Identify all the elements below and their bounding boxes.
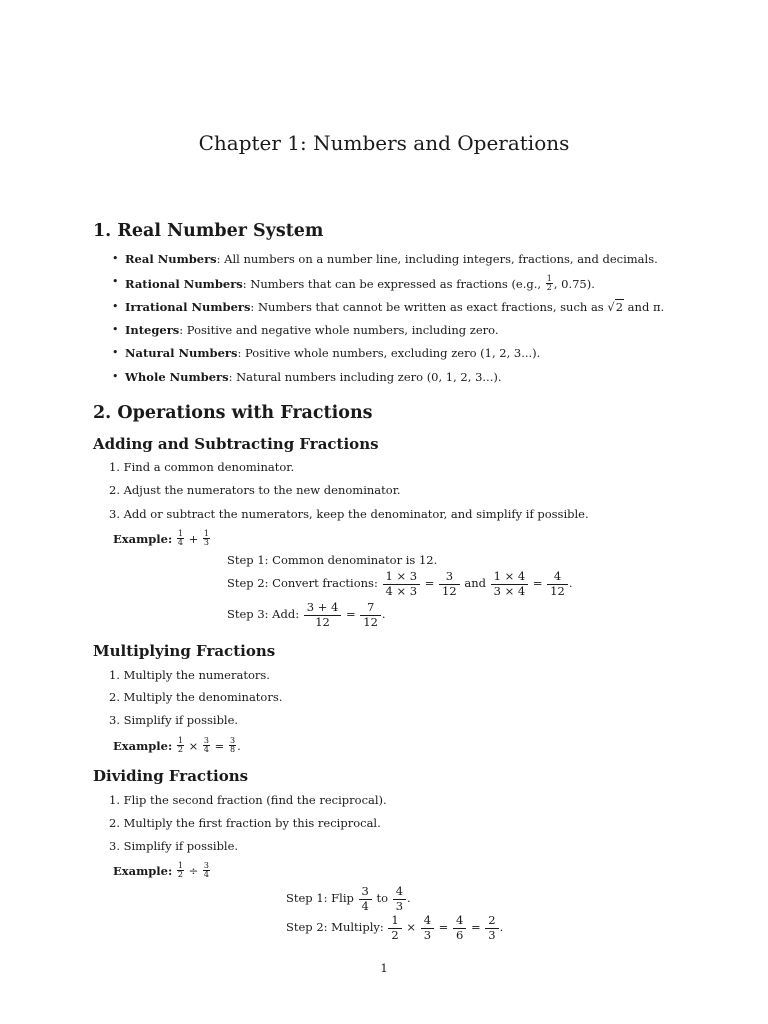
subsection-heading-multiplying: Multiplying Fractions xyxy=(93,642,276,660)
fraction: $\frac{4}{12}$ xyxy=(547,570,568,598)
fraction: $\frac{1}{4}$ xyxy=(177,529,183,547)
example-label: Example: xyxy=(113,739,173,753)
adding-step-2 xyxy=(227,570,572,598)
bullet-icon: • xyxy=(112,323,119,336)
equals: = xyxy=(470,920,481,934)
operator: × xyxy=(406,920,417,934)
step-label: Step 3: Add: xyxy=(227,607,300,621)
term: Natural Numbers xyxy=(125,346,238,360)
equals: = xyxy=(532,576,543,590)
section-heading-operations-with-fractions: 2. Operations with Fractions xyxy=(93,403,373,423)
dividing-step-1 xyxy=(286,885,411,913)
list-item xyxy=(125,323,499,337)
page-number: 1 xyxy=(380,961,388,975)
step-item: 1. Multiply the numerators. xyxy=(109,668,270,682)
definition: : Numbers that cannot be written as exact fractions, such as xyxy=(250,300,608,314)
fraction: $\frac{7}{12}$ xyxy=(360,601,381,629)
period: . xyxy=(381,607,386,621)
operator: + xyxy=(188,532,199,546)
definition-end: and π. xyxy=(624,300,665,314)
period: . xyxy=(407,891,411,905)
definition: : All numbers on a number line, including integers, fractions, and decimals. xyxy=(216,252,658,266)
fraction: $\frac{3 + 4}{12}$ xyxy=(304,601,342,629)
definition: : Natural numbers including zero (0, 1, 2, 3...). xyxy=(228,370,502,384)
bullet-icon: • xyxy=(112,275,119,288)
list-item xyxy=(125,300,664,314)
list-item xyxy=(125,275,595,292)
square-root: √2 xyxy=(607,300,624,314)
definition: : Positive whole numbers, excluding zero (1, 2, 3...). xyxy=(237,346,541,360)
fraction: $\frac{1}{2}$ xyxy=(388,914,401,942)
example-adding xyxy=(113,530,211,547)
adding-step-1: Step 1: Common denominator is 12. xyxy=(227,553,438,567)
step-item: 3. Simplify if possible. xyxy=(109,839,239,853)
fraction: $\frac{1}{3}$ xyxy=(203,529,210,547)
definition: : Numbers that can be expressed as fractions (e.g., xyxy=(242,277,545,291)
term: Real Numbers xyxy=(125,252,217,266)
step-item: 2. Multiply the first fraction by this reciprocal. xyxy=(109,816,381,830)
term: Irrational Numbers xyxy=(125,300,251,314)
bullet-icon: • xyxy=(112,346,119,359)
fraction: $\frac{1}{2}$ xyxy=(546,274,552,292)
operator: ÷ xyxy=(188,864,199,878)
section-heading-real-number-system: 1. Real Number System xyxy=(93,221,324,241)
step-label: Step 1: Flip xyxy=(286,891,354,905)
fraction: $\frac{2}{3}$ xyxy=(485,914,498,942)
example-label: Example: xyxy=(113,864,173,878)
fraction: $\frac{3}{4}$ xyxy=(203,736,210,754)
fraction: $\frac{1 \times 3}{4 \times 3}$ xyxy=(383,570,421,598)
equals: = xyxy=(214,739,225,753)
fraction: $\frac{3}{4}$ xyxy=(203,861,210,879)
term: Whole Numbers xyxy=(125,370,229,384)
bullet-icon: • xyxy=(112,300,119,313)
fraction: $\frac{3}{12}$ xyxy=(439,570,460,598)
step-label: Step 2: Convert fractions: xyxy=(227,576,378,590)
period: . xyxy=(568,576,573,590)
conjunction: and xyxy=(464,576,486,590)
definition-end: , 0.75). xyxy=(553,277,595,291)
step-label: Step 2: Multiply: xyxy=(286,920,384,934)
word-to: to xyxy=(376,891,389,905)
operator: × xyxy=(188,739,199,753)
fraction: $\frac{1 \times 4}{3 \times 4}$ xyxy=(491,570,529,598)
step-item: 1. Find a common denominator. xyxy=(109,460,295,474)
list-item xyxy=(125,346,540,360)
equals: = xyxy=(345,607,356,621)
example-dividing xyxy=(113,862,211,879)
step-item: 3. Simplify if possible. xyxy=(109,713,239,727)
fraction: $\frac{1}{2}$ xyxy=(177,861,183,879)
term: Integers xyxy=(125,323,180,337)
list-item xyxy=(125,252,658,266)
fraction: $\frac{4}{6}$ xyxy=(453,914,466,942)
dividing-step-2 xyxy=(286,914,503,942)
step-item: 2. Adjust the numerators to the new denominator. xyxy=(109,483,401,497)
bullet-icon: • xyxy=(112,370,119,383)
period: . xyxy=(237,739,241,753)
term: Rational Numbers xyxy=(125,277,243,291)
step-item: 3. Add or subtract the numerators, keep the denominator, and simplify if possible. xyxy=(109,507,589,521)
fraction: $\frac{4}{3}$ xyxy=(393,885,406,913)
subsection-heading-adding: Adding and Subtracting Fractions xyxy=(93,435,379,453)
fraction: $\frac{3}{8}$ xyxy=(229,736,236,754)
fraction: $\frac{4}{3}$ xyxy=(421,914,434,942)
subsection-heading-dividing: Dividing Fractions xyxy=(93,767,249,785)
step-item: 1. Flip the second fraction (find the reciprocal). xyxy=(109,793,387,807)
chapter-title: Chapter 1: Numbers and Operations xyxy=(198,131,570,155)
example-multiplying xyxy=(113,737,241,754)
fraction: $\frac{1}{2}$ xyxy=(177,736,183,754)
definition: : Positive and negative whole numbers, including zero. xyxy=(179,323,499,337)
example-label: Example: xyxy=(113,532,173,546)
period: . xyxy=(499,920,504,934)
list-item xyxy=(125,370,502,384)
equals: = xyxy=(438,920,449,934)
adding-step-3 xyxy=(227,601,386,629)
equals: = xyxy=(424,576,435,590)
fraction: $\frac{3}{4}$ xyxy=(359,885,372,913)
step-item: 2. Multiply the denominators. xyxy=(109,690,283,704)
bullet-icon: • xyxy=(112,252,119,265)
